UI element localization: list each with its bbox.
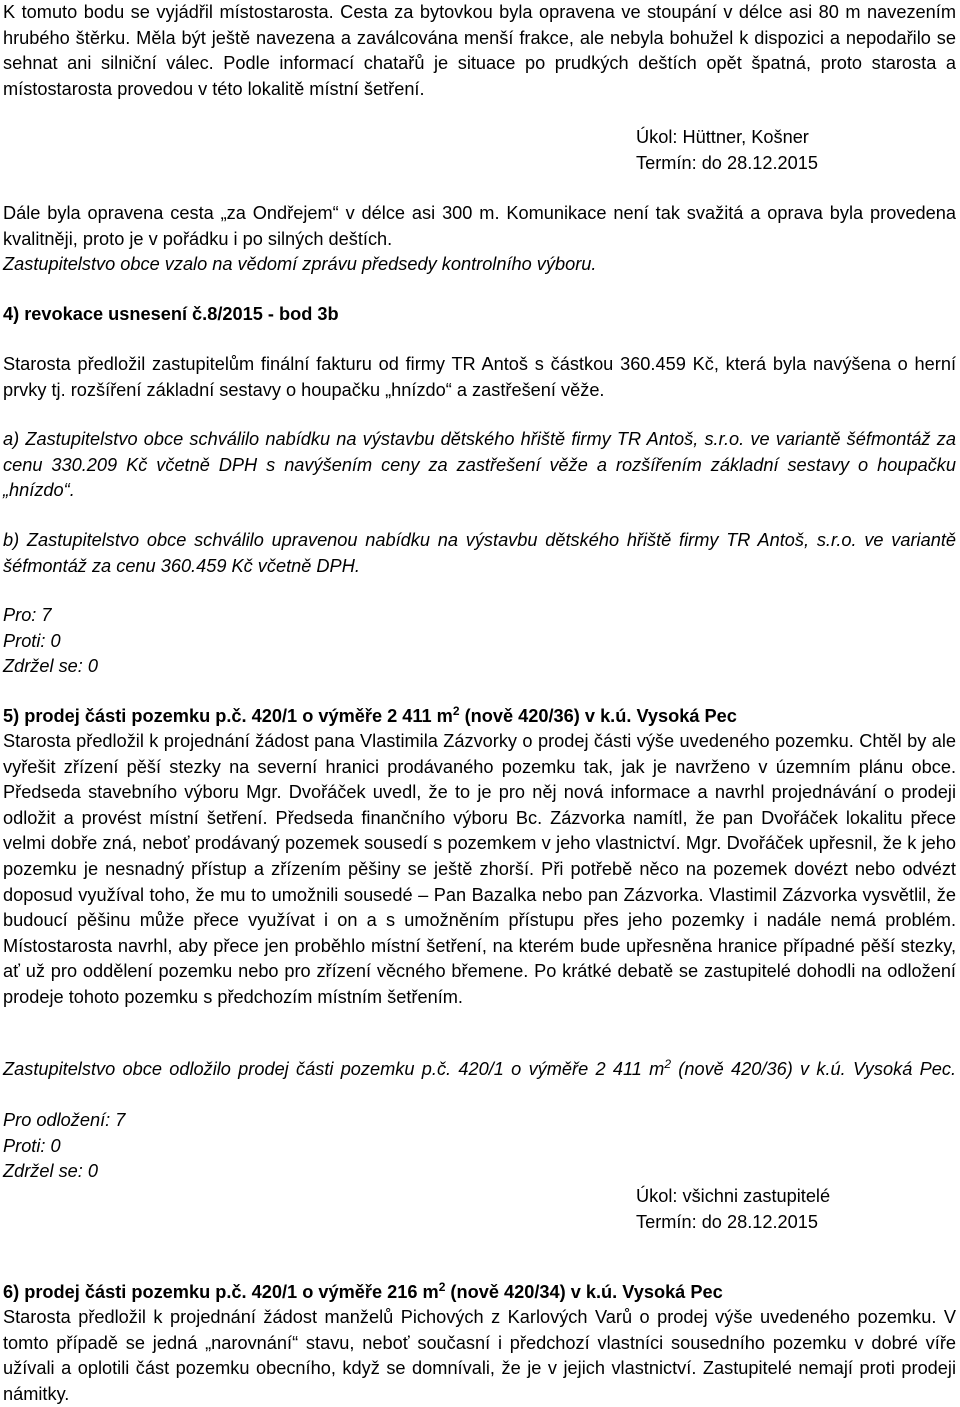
vote-abstain: Zdržel se: 0 — [3, 656, 99, 677]
vote-for-postpone: Pro odložení: 7 — [3, 1110, 126, 1130]
vote-against: Proti: 0 — [3, 1135, 61, 1156]
task-deadline: Termín: do 28.12.2015 — [636, 152, 818, 173]
task-assignee: Úkol: Hüttner, Košner — [636, 127, 809, 147]
section-heading-5: 5) prodej části pozemku p.č. 420/1 o výměře 2 411 $m^2$ (nově 420/36) v k.ú. Vysoká Pec — [3, 704, 737, 726]
vote-abstain: Zdržel se: 0 — [3, 1161, 99, 1182]
resolution-5-line-1: Zastupitelstvo obce odložilo prodej části pozemku p.č. 420/1 o výměře 2 411 $m^2$ (nově 420/36) v k.ú. Vysoká Pec. — [3, 1057, 956, 1079]
paragraph-land-sale-6: Starosta předložil k projednání žádost manželů Pichových z Karlových Varů o prodej výše uvedeného pozemku. V tomto případě se jedná „narovnání“ stavu, neboť současní i předchozí vlastníci sousedního pozemku v dobré víře užívali a oplotili část pozemku obecního, když se domnívali, že je v jejich vlastnictví. Zastupitelé nemají proti prodeji námitky. — [3, 1307, 956, 1404]
vote-against: Proti: 0 — [3, 630, 61, 651]
task-block-2 — [636, 1184, 830, 1235]
resolution-4b: b) Zastupitelstvo obce schválilo upravenou nabídku na výstavbu dětského hřiště firmy TR Antoš, s.r.o. ve variantě šéfmontáž za cenu 360.459 Kč včetně DPH. — [3, 530, 956, 576]
task-assignee: Úkol: všichni zastupitelé — [636, 1186, 831, 1206]
paragraph-road-ondrej: Dále byla opravena cesta „za Ondřejem“ v délce asi 300 m. Komunikace není tak svažitá a oprava byla provedena kvalitněji, proto je v pořádku i po silných deštích. — [3, 203, 956, 249]
task-deadline: Termín: do 28.12.2015 — [636, 1211, 818, 1232]
paragraph-invoice: Starosta předložil zastupitelům finální fakturu od firmy TR Antoš s částkou 360.459 Kč, která byla navýšena o herní prvky tj. rozšíření základní sestavy o houpačku „hnízdo“ a zastřešení věže. — [3, 354, 956, 400]
paragraph-road-repair-intro: K tomuto bodu se vyjádřil místostarosta. Cesta za bytovkou byla opravena ve stoupání v délce asi 80 m navezením hrubého štěrku. Měla být ještě navezena a zaválcována menší frakce, ale nebyla bohužel k dispozici a nepodařilo se sehnat ani silniční válec. Podle informací chatařů je situace po prudkých deštích opět špatná, proto starosta a místostarosta provedou v této lokalitě místní šetření. — [3, 2, 956, 99]
resolution-control-report: Zastupitelstvo obce vzalo na vědomí zprávu předsedy kontrolního výboru. — [3, 254, 597, 274]
task-block-1 — [636, 125, 818, 176]
vote-block-4 — [3, 603, 956, 680]
section-heading-4: 4) revokace usnesení č.8/2015 - bod 3b — [3, 304, 339, 324]
section-heading-6: 6) prodej části pozemku p.č. 420/1 o výměře 216 $m^2$ (nově 420/34) v k.ú. Vysoká Pec — [3, 1280, 723, 1302]
vote-block-5 — [3, 1108, 956, 1185]
vote-for: Pro: 7 — [3, 605, 52, 625]
resolution-4a: a) Zastupitelstvo obce schválilo nabídku na výstavbu dětského hřiště firmy TR Antoš, s.r.o. ve variantě šéfmontáž za cenu 330.209 Kč včetně DPH s navýšením ceny za zastřešení věže a rozšířením základní sestavy o houpačku „hnízdo“. — [3, 429, 956, 501]
paragraph-land-sale-5: Starosta předložil k projednání žádost pana Vlastimila Zázvorky o prodej části výše uvedeného pozemku. Chtěl by ale vyřešit zřízení pěší stezky na severní hranici prodávaného pozemku tak, jak je navrženo v územním plánu obce. Předseda stavebního výboru Mgr. Dvořáček uvedl, že to je pro něj nová informace a navrhl projednávání o prodeji odložit a provést místní šetření. Předseda finančního výboru Bc. Zázvorka namítl, že pan Dvořáček lokalitu přece velmi dobře zná, neboť prodávaný pozemek sousedí s pozemkem v jeho vlastnictví. Mgr. Dvořáček upřesnil, že k jeho pozemku je nesnadný přístup a zřízením pěšiny se ještě zhorší. Při potřebě něco na pozemek dovézt nebo odvézt doposud využíval toho, že mu to umožnili sousedé – Pan Bazalka nebo pan Zázvorka. Vlastimil Zázvorka vysvětlil, že budoucí pěšinu může přece využívat i on a s umožněním přístupu přes jeho pozemky i nadále nemá problém. Místostarosta navrhl, aby přece jen proběhlo místní šetření, na kterém bude upřesněna hranice případné pěší stezky, ať už pro oddělení pozemku nebo pro zřízení věcného břemene. Po krátké debatě se zastupitelé dohodli na odložení prodeje tohoto pozemku s předchozím místním šetřením. — [3, 731, 956, 1007]
